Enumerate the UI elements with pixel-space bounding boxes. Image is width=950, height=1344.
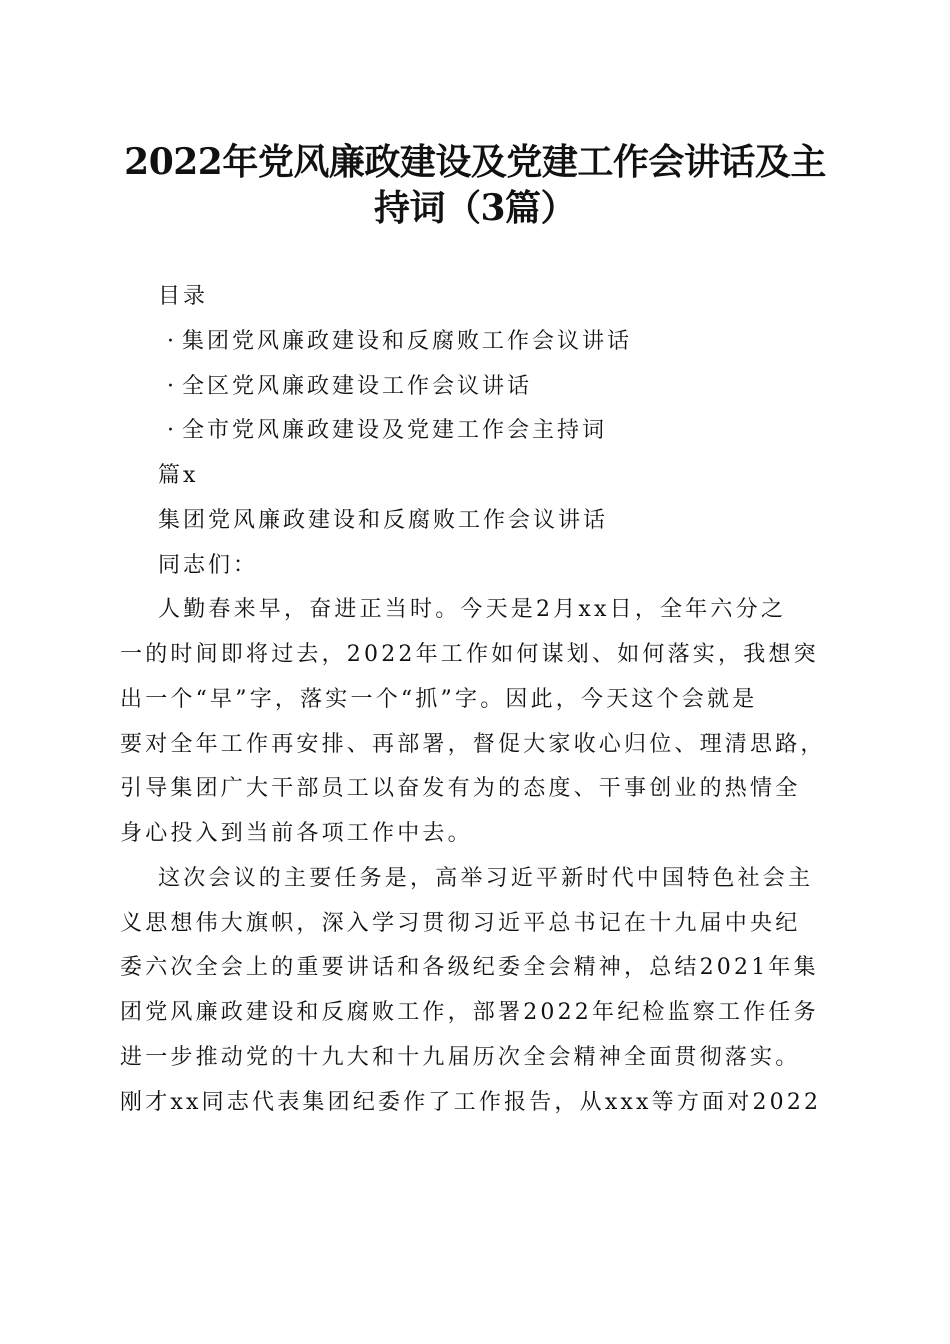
section-marker: 篇x — [158, 463, 199, 488]
toc-heading: 目录 — [158, 284, 209, 309]
document-title-line-1: 2022年党风廉政建设及党建工作会讲话及主 — [124, 141, 826, 183]
paragraph-line: 身心投入到当前各项工作中去。 — [120, 821, 473, 846]
toc-item[interactable] — [162, 327, 632, 357]
toc-bullet: · — [167, 418, 177, 443]
paragraph-line: 出一个“早”字，落实一个“抓”字。因此，今天这个会就是 — [120, 687, 758, 712]
document-title-line-2: 持词（3篇） — [373, 187, 577, 229]
toc-item[interactable] — [162, 372, 532, 402]
paragraph-line: 人勤春来早，奋进正当时。今天是2月xx日，全年六分之 — [158, 597, 787, 622]
paragraph-line: 义思想伟大旗帜，深入学习贯彻习近平总书记在十九届中央纪 — [120, 911, 801, 936]
paragraph-line: 这次会议的主要任务是，高举习近平新时代中国特色社会主 — [158, 866, 814, 891]
paragraph-line: 团党风廉政建设和反腐败工作，部署2022年纪检监察工作任务 — [120, 1000, 819, 1025]
paragraph-line: 刚才xx同志代表集团纪委作了工作报告，从xxx等方面对2022 — [120, 1090, 822, 1115]
paragraph-line: 引导集团广大干部员工以奋发有为的态度、干事创业的热情全 — [120, 776, 801, 801]
toc-item-label: 全市党风廉政建设及党建工作会主持词 — [182, 418, 608, 443]
toc-item[interactable] — [162, 416, 607, 446]
toc-item-label: 集团党风廉政建设和反腐败工作会议讲话 — [182, 329, 633, 354]
toc-item-label: 全区党风廉政建设工作会议讲话 — [182, 374, 533, 399]
paragraph-line: 要对全年工作再安排、再部署，督促大家收心归位、理清思路， — [120, 732, 826, 757]
paragraph-line: 一的时间即将过去，2022年工作如何谋划、如何落实，我想突 — [120, 642, 819, 667]
section-title: 集团党风廉政建设和反腐败工作会议讲话 — [158, 508, 609, 533]
toc-bullet: · — [167, 329, 177, 354]
paragraph-line: 进一步推动党的十九大和十九届历次全会精神全面贯彻落实。 — [120, 1045, 801, 1070]
paragraph-line: 委六次全会上的重要讲话和各级纪委全会精神，总结2021年集 — [120, 955, 819, 980]
toc-bullet: · — [167, 374, 177, 399]
salutation: 同志们： — [158, 553, 259, 578]
